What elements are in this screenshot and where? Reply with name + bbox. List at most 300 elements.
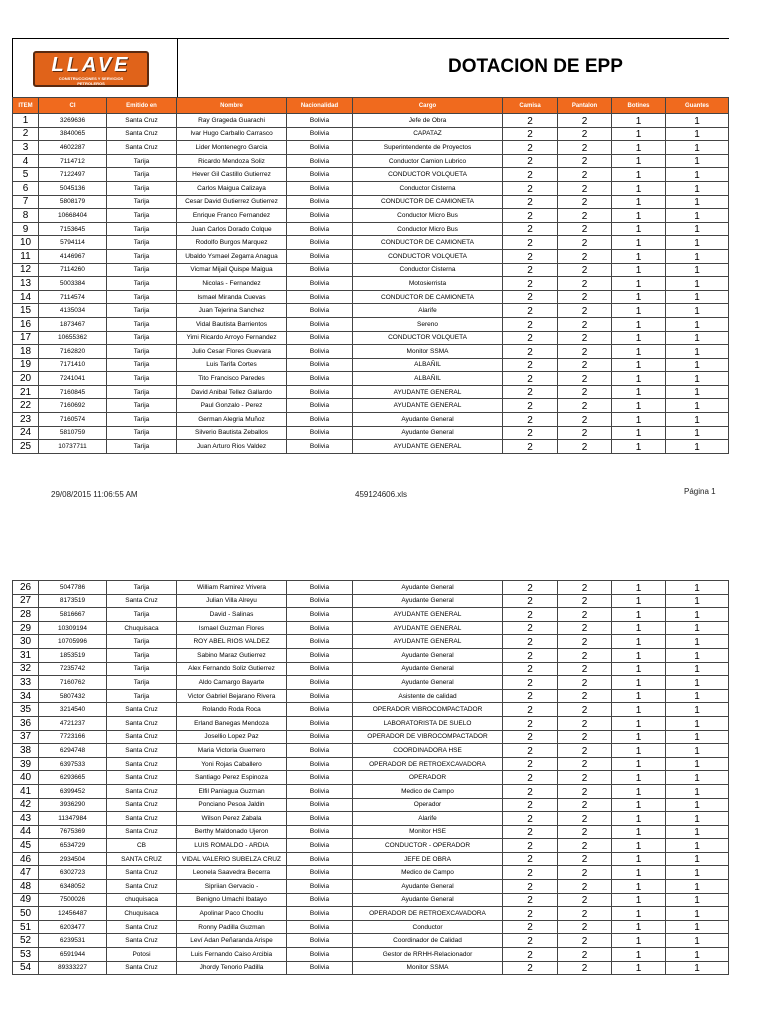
cell-ci: 4135034: [39, 304, 107, 318]
cell-guantes: 1: [666, 852, 729, 866]
cell-cargo: CONDUCTOR - OPERADOR: [353, 839, 503, 853]
cell-botines: 1: [612, 744, 666, 758]
cell-cargo: AYUDANTE GENERAL: [353, 621, 503, 635]
cell-botines: 1: [612, 385, 666, 399]
table-row: [13, 621, 729, 635]
cell-ci: 7171410: [39, 358, 107, 372]
cell-nacionalidad: Bolivia: [287, 730, 353, 744]
cell-nacionalidad: Bolivia: [287, 757, 353, 771]
cell-nombre: Santiago Perez Espinoza: [177, 771, 287, 785]
cell-ci: 7153645: [39, 222, 107, 236]
cell-camisa: 2: [503, 812, 558, 826]
table-row: [13, 866, 729, 880]
cell-camisa: 2: [503, 249, 558, 263]
column-header-camisa: Camisa: [503, 98, 558, 114]
cell-ci: 3936290: [39, 798, 107, 812]
cell-pantalon: 2: [558, 358, 612, 372]
cell-pantalon: 2: [558, 413, 612, 427]
cell-item: 52: [13, 934, 39, 948]
cell-nacionalidad: Bolivia: [287, 263, 353, 277]
cell-item: 8: [13, 209, 39, 223]
cell-pantalon: 2: [558, 839, 612, 853]
cell-pantalon: 2: [558, 730, 612, 744]
cell-nombre: Cesar David Gutierrez Gutierrez: [177, 195, 287, 209]
cell-guantes: 1: [666, 771, 729, 785]
cell-botines: 1: [612, 635, 666, 649]
cell-botines: 1: [612, 304, 666, 318]
cell-guantes: 1: [666, 648, 729, 662]
cell-nombre: LUIS ROMALDO - ARDIA: [177, 839, 287, 853]
cell-item: 20: [13, 372, 39, 386]
cell-camisa: 2: [503, 426, 558, 440]
table-row: [13, 934, 729, 948]
cell-nacionalidad: Bolivia: [287, 635, 353, 649]
cell-item: 3: [13, 141, 39, 155]
cell-nacionalidad: Bolivia: [287, 608, 353, 622]
cell-ci: 10655362: [39, 331, 107, 345]
table-row: [13, 195, 729, 209]
cell-cargo: Ayudante General: [353, 880, 503, 894]
cell-cargo: LABORATORISTA DE SUELO: [353, 716, 503, 730]
table-row: [13, 181, 729, 195]
cell-emitido: Tarija: [107, 290, 177, 304]
cell-camisa: 2: [503, 331, 558, 345]
cell-cargo: Jefe de Obra: [353, 114, 503, 128]
cell-guantes: 1: [666, 358, 729, 372]
cell-guantes: 1: [666, 635, 729, 649]
cell-emitido: CB: [107, 839, 177, 853]
cell-nacionalidad: Bolivia: [287, 141, 353, 155]
cell-item: 37: [13, 730, 39, 744]
cell-camisa: 2: [503, 317, 558, 331]
cell-nacionalidad: Bolivia: [287, 358, 353, 372]
cell-emitido: Tarija: [107, 385, 177, 399]
cell-nacionalidad: Bolivia: [287, 676, 353, 690]
cell-botines: 1: [612, 676, 666, 690]
cell-cargo: Ayudante General: [353, 426, 503, 440]
cell-guantes: 1: [666, 662, 729, 676]
cell-botines: 1: [612, 222, 666, 236]
cell-nombre: Ricardo Mendoza Soliz: [177, 154, 287, 168]
cell-nacionalidad: Bolivia: [287, 372, 353, 386]
cell-botines: 1: [612, 440, 666, 454]
cell-ci: 2934504: [39, 852, 107, 866]
cell-nombre: Apolinar Paco Chocllu: [177, 907, 287, 921]
cell-emitido: Santa Cruz: [107, 594, 177, 608]
cell-nombre: Aldo Camargo Bayarte: [177, 676, 287, 690]
cell-nacionalidad: Bolivia: [287, 181, 353, 195]
table-row: [13, 263, 729, 277]
cell-ci: 7241041: [39, 372, 107, 386]
table-row: [13, 249, 729, 263]
cell-camisa: 2: [503, 839, 558, 853]
cell-nacionalidad: Bolivia: [287, 961, 353, 975]
cell-pantalon: 2: [558, 385, 612, 399]
cell-guantes: 1: [666, 581, 729, 595]
cell-guantes: 1: [666, 893, 729, 907]
logo-subtitle: CONSTRUCCIONES Y SERVICIOS: [58, 76, 124, 81]
cell-botines: 1: [612, 168, 666, 182]
cell-nacionalidad: Bolivia: [287, 920, 353, 934]
column-header-item: ITEM: [13, 98, 39, 114]
cell-camisa: 2: [503, 304, 558, 318]
cell-botines: 1: [612, 621, 666, 635]
cell-nombre: Luis Fernando Caiso Arcibia: [177, 948, 287, 962]
cell-guantes: 1: [666, 948, 729, 962]
cell-item: 18: [13, 345, 39, 359]
cell-pantalon: 2: [558, 181, 612, 195]
cell-ci: 5047786: [39, 581, 107, 595]
cell-item: 47: [13, 866, 39, 880]
cell-emitido: Tarija: [107, 358, 177, 372]
cell-guantes: 1: [666, 920, 729, 934]
cell-cargo: Alarife: [353, 812, 503, 826]
cell-ci: 7675369: [39, 825, 107, 839]
cell-cargo: OPERADOR: [353, 771, 503, 785]
cell-camisa: 2: [503, 358, 558, 372]
cell-item: 42: [13, 798, 39, 812]
cell-emitido: Tarija: [107, 662, 177, 676]
cell-camisa: 2: [503, 771, 558, 785]
table-row: [13, 331, 729, 345]
column-header-botines: Botines: [612, 98, 666, 114]
cell-nombre: Carlos Maigua Calizaya: [177, 181, 287, 195]
cell-nombre: Paul Gonzalo - Perez: [177, 399, 287, 413]
cell-item: 12: [13, 263, 39, 277]
cell-nombre: Josellio Lopez Paz: [177, 730, 287, 744]
cell-nacionalidad: Bolivia: [287, 440, 353, 454]
cell-emitido: Tarija: [107, 249, 177, 263]
cell-cargo: CONDUCTOR DE CAMIONETA: [353, 290, 503, 304]
cell-pantalon: 2: [558, 440, 612, 454]
cell-ci: 3269636: [39, 114, 107, 128]
cell-ci: 7500026: [39, 893, 107, 907]
cell-emitido: Tarija: [107, 331, 177, 345]
cell-guantes: 1: [666, 399, 729, 413]
cell-ci: 7160845: [39, 385, 107, 399]
cell-guantes: 1: [666, 594, 729, 608]
cell-item: 10: [13, 236, 39, 250]
cell-camisa: 2: [503, 621, 558, 635]
cell-emitido: Santa Cruz: [107, 757, 177, 771]
cell-pantalon: 2: [558, 290, 612, 304]
cell-guantes: 1: [666, 744, 729, 758]
cell-pantalon: 2: [558, 825, 612, 839]
cell-item: 50: [13, 907, 39, 921]
cell-guantes: 1: [666, 236, 729, 250]
cell-camisa: 2: [503, 648, 558, 662]
cell-botines: 1: [612, 581, 666, 595]
cell-cargo: Alarife: [353, 304, 503, 318]
cell-botines: 1: [612, 608, 666, 622]
cell-camisa: 2: [503, 195, 558, 209]
cell-item: 48: [13, 880, 39, 894]
cell-nombre: Juan Arturo Rios Valdez: [177, 440, 287, 454]
cell-cargo: AYUDANTE GENERAL: [353, 608, 503, 622]
cell-emitido: Tarija: [107, 277, 177, 291]
cell-pantalon: 2: [558, 127, 612, 141]
cell-guantes: 1: [666, 304, 729, 318]
cell-ci: 6203477: [39, 920, 107, 934]
cell-pantalon: 2: [558, 893, 612, 907]
page-title: DOTACION DE EPP: [448, 56, 623, 77]
cell-guantes: 1: [666, 866, 729, 880]
cell-item: 33: [13, 676, 39, 690]
cell-emitido: Santa Cruz: [107, 114, 177, 128]
cell-emitido: Tarija: [107, 236, 177, 250]
cell-nombre: Jhordy Tenorio Padilla: [177, 961, 287, 975]
cell-ci: 3214540: [39, 703, 107, 717]
cell-ci: 6302723: [39, 866, 107, 880]
table-row: [13, 594, 729, 608]
cell-nacionalidad: Bolivia: [287, 290, 353, 304]
cell-cargo: CONDUCTOR VOLQUETA: [353, 331, 503, 345]
cell-guantes: 1: [666, 880, 729, 894]
cell-cargo: OPERADOR VIBROCOMPACTADOR: [353, 703, 503, 717]
cell-emitido: Tarija: [107, 413, 177, 427]
cell-cargo: ALBAÑIL: [353, 372, 503, 386]
cell-emitido: Tarija: [107, 181, 177, 195]
table-row: [13, 648, 729, 662]
cell-ci: 7114712: [39, 154, 107, 168]
cell-guantes: 1: [666, 168, 729, 182]
cell-nacionalidad: Bolivia: [287, 907, 353, 921]
cell-nacionalidad: Bolivia: [287, 385, 353, 399]
cell-camisa: 2: [503, 676, 558, 690]
cell-botines: 1: [612, 141, 666, 155]
table-row: [13, 154, 729, 168]
cell-pantalon: 2: [558, 141, 612, 155]
cell-ci: 7114260: [39, 263, 107, 277]
cell-item: 17: [13, 331, 39, 345]
cell-cargo: Conductor: [353, 920, 503, 934]
cell-nombre: Ray Grageda Guarachi: [177, 114, 287, 128]
cell-guantes: 1: [666, 249, 729, 263]
cell-nacionalidad: Bolivia: [287, 716, 353, 730]
cell-guantes: 1: [666, 621, 729, 635]
cell-emitido: Tarija: [107, 222, 177, 236]
cell-camisa: 2: [503, 594, 558, 608]
cell-guantes: 1: [666, 263, 729, 277]
column-header-cargo: Cargo: [353, 98, 503, 114]
cell-ci: 5794114: [39, 236, 107, 250]
cell-guantes: 1: [666, 784, 729, 798]
cell-nacionalidad: Bolivia: [287, 413, 353, 427]
cell-guantes: 1: [666, 703, 729, 717]
cell-emitido: Santa Cruz: [107, 825, 177, 839]
cell-botines: 1: [612, 413, 666, 427]
cell-emitido: Tarija: [107, 195, 177, 209]
cell-pantalon: 2: [558, 880, 612, 894]
cell-botines: 1: [612, 209, 666, 223]
cell-nacionalidad: Bolivia: [287, 127, 353, 141]
cell-ci: 7723166: [39, 730, 107, 744]
cell-emitido: Potosi: [107, 948, 177, 962]
cell-item: 40: [13, 771, 39, 785]
table-row: [13, 440, 729, 454]
cell-camisa: 2: [503, 730, 558, 744]
cell-cargo: Superintendente de Proyectos: [353, 141, 503, 155]
cell-item: 29: [13, 621, 39, 635]
cell-guantes: 1: [666, 825, 729, 839]
cell-nombre: Enrique Franco Fernandez: [177, 209, 287, 223]
header-divider: [177, 39, 178, 98]
cell-guantes: 1: [666, 839, 729, 853]
cell-guantes: 1: [666, 907, 729, 921]
cell-botines: 1: [612, 716, 666, 730]
cell-camisa: 2: [503, 852, 558, 866]
cell-cargo: Conductor Micro Bus: [353, 209, 503, 223]
cell-guantes: 1: [666, 345, 729, 359]
cell-emitido: Tarija: [107, 581, 177, 595]
cell-botines: 1: [612, 331, 666, 345]
cell-guantes: 1: [666, 961, 729, 975]
cell-cargo: Conductor Cisterna: [353, 181, 503, 195]
cell-emitido: Tarija: [107, 209, 177, 223]
cell-ci: 12456487: [39, 907, 107, 921]
column-header-nacionalidad: Nacionalidad: [287, 98, 353, 114]
cell-nacionalidad: Bolivia: [287, 893, 353, 907]
cell-pantalon: 2: [558, 744, 612, 758]
cell-cargo: AYUDANTE GENERAL: [353, 385, 503, 399]
cell-ci: 10668404: [39, 209, 107, 223]
table-row: [13, 385, 729, 399]
cell-camisa: 2: [503, 608, 558, 622]
cell-nombre: Nicolas - Fernandez: [177, 277, 287, 291]
cell-emitido: Tarija: [107, 345, 177, 359]
cell-item: 1: [13, 114, 39, 128]
cell-botines: 1: [612, 961, 666, 975]
cell-camisa: 2: [503, 934, 558, 948]
cell-guantes: 1: [666, 689, 729, 703]
cell-guantes: 1: [666, 127, 729, 141]
cell-camisa: 2: [503, 581, 558, 595]
cell-cargo: Ayudante General: [353, 581, 503, 595]
cell-cargo: Monitor HSE: [353, 825, 503, 839]
cell-item: 2: [13, 127, 39, 141]
cell-nacionalidad: Bolivia: [287, 839, 353, 853]
cell-guantes: 1: [666, 413, 729, 427]
cell-nombre: Ismael Miranda Cuevas: [177, 290, 287, 304]
cell-camisa: 2: [503, 141, 558, 155]
cell-nombre: ROY ABEL RIOS VALDEZ: [177, 635, 287, 649]
cell-camisa: 2: [503, 825, 558, 839]
cell-nombre: Yimi Ricardo Arroyo Fernandez: [177, 331, 287, 345]
cell-nacionalidad: Bolivia: [287, 345, 353, 359]
cell-nombre: Maria Victoria Guerrero: [177, 744, 287, 758]
cell-nombre: Julian Villa Alreyu: [177, 594, 287, 608]
cell-pantalon: 2: [558, 948, 612, 962]
column-header-guantes: Guantes: [666, 98, 729, 114]
cell-item: 11: [13, 249, 39, 263]
table-row: [13, 880, 729, 894]
cell-item: 32: [13, 662, 39, 676]
cell-camisa: 2: [503, 880, 558, 894]
cell-item: 43: [13, 812, 39, 826]
cell-camisa: 2: [503, 662, 558, 676]
table-row: [13, 304, 729, 318]
cell-pantalon: 2: [558, 168, 612, 182]
cell-emitido: Tarija: [107, 154, 177, 168]
cell-nombre: Rodolfo Burgos Marquez: [177, 236, 287, 250]
cell-nacionalidad: Bolivia: [287, 195, 353, 209]
table-row: [13, 372, 729, 386]
cell-ci: 5807432: [39, 689, 107, 703]
cell-botines: 1: [612, 730, 666, 744]
cell-nacionalidad: Bolivia: [287, 948, 353, 962]
table-row: [13, 907, 729, 921]
cell-emitido: Santa Cruz: [107, 127, 177, 141]
cell-pantalon: 2: [558, 317, 612, 331]
column-header-emitido: Emitido en: [107, 98, 177, 114]
table-row: [13, 920, 729, 934]
cell-emitido: chuquisaca: [107, 893, 177, 907]
cell-camisa: 2: [503, 385, 558, 399]
table-row: [13, 703, 729, 717]
cell-ci: 6294748: [39, 744, 107, 758]
cell-camisa: 2: [503, 168, 558, 182]
cell-nacionalidad: Bolivia: [287, 771, 353, 785]
cell-cargo: CONDUCTOR VOLQUETA: [353, 249, 503, 263]
cell-cargo: CAPATAZ: [353, 127, 503, 141]
cell-emitido: Santa Cruz: [107, 784, 177, 798]
cell-nacionalidad: Bolivia: [287, 331, 353, 345]
cell-emitido: Tarija: [107, 648, 177, 662]
cell-botines: 1: [612, 249, 666, 263]
cell-nombre: Tito Francisco Paredes: [177, 372, 287, 386]
cell-pantalon: 2: [558, 581, 612, 595]
cell-cargo: Ayudante General: [353, 594, 503, 608]
cell-nacionalidad: Bolivia: [287, 662, 353, 676]
cell-nombre: German Alegria Muñoz: [177, 413, 287, 427]
cell-camisa: 2: [503, 961, 558, 975]
cell-camisa: 2: [503, 784, 558, 798]
cell-nombre: Ivar Hugo Carballo Carrasco: [177, 127, 287, 141]
cell-botines: 1: [612, 290, 666, 304]
cell-nombre: Alex Fernando Soliz Gutierrez: [177, 662, 287, 676]
footer-filename: 459124606.xls: [355, 490, 408, 499]
cell-item: 36: [13, 716, 39, 730]
table-row: [13, 317, 729, 331]
table-row: [13, 345, 729, 359]
cell-nombre: Hever Gil Castillo Gutierrez: [177, 168, 287, 182]
footer-date: 29/08/2015 11:06:55 AM: [51, 490, 138, 499]
cell-nacionalidad: Bolivia: [287, 880, 353, 894]
cell-pantalon: 2: [558, 621, 612, 635]
cell-pantalon: 2: [558, 426, 612, 440]
cell-cargo: OPERADOR DE RETROEXCAVADORA: [353, 907, 503, 921]
cell-cargo: AYUDANTE GENERAL: [353, 440, 503, 454]
cell-cargo: CONDUCTOR VOLQUETA: [353, 168, 503, 182]
cell-nombre: Berthy Maldonado Ujeron: [177, 825, 287, 839]
table-row: [13, 168, 729, 182]
cell-pantalon: 2: [558, 716, 612, 730]
cell-camisa: 2: [503, 399, 558, 413]
cell-item: 21: [13, 385, 39, 399]
table-row: [13, 662, 729, 676]
cell-guantes: 1: [666, 209, 729, 223]
cell-emitido: Santa Cruz: [107, 961, 177, 975]
cell-item: 4: [13, 154, 39, 168]
cell-botines: 1: [612, 703, 666, 717]
cell-botines: 1: [612, 852, 666, 866]
cell-cargo: Medico de Campo: [353, 866, 503, 880]
cell-nacionalidad: Bolivia: [287, 154, 353, 168]
cell-camisa: 2: [503, 757, 558, 771]
cell-nacionalidad: Bolivia: [287, 798, 353, 812]
table-row: [13, 608, 729, 622]
cell-emitido: Tarija: [107, 440, 177, 454]
